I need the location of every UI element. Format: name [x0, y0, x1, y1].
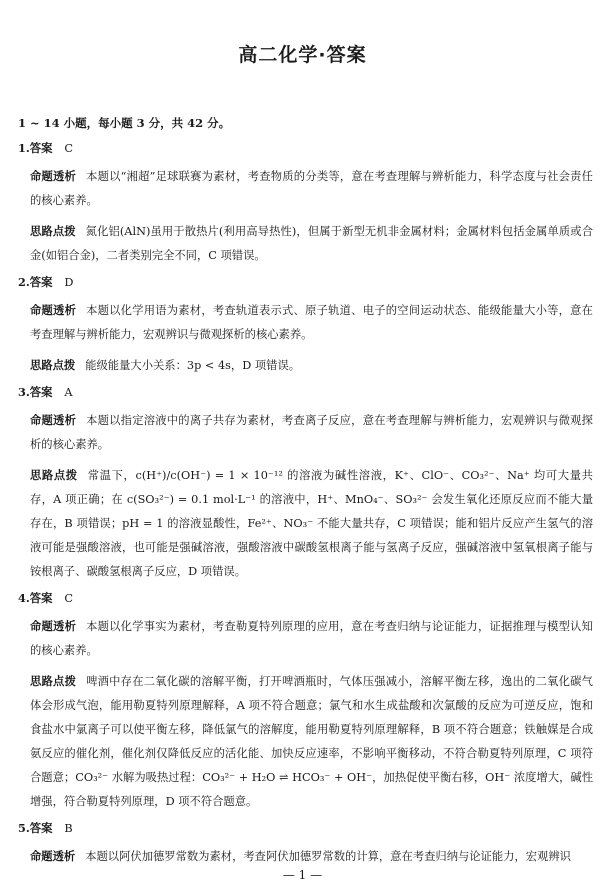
- analysis-paragraph: [18, 299, 593, 347]
- analysis-paragraph: [18, 409, 593, 457]
- answer-line: [18, 821, 593, 836]
- question-number: 2.: [18, 275, 30, 289]
- paragraph-label: 命题透析: [30, 620, 77, 633]
- intro-line: 1 ~ 14 小题，每小题 3 分，共 42 分。: [18, 116, 231, 130]
- question-number: 1.: [18, 141, 30, 155]
- answer-option: D: [64, 276, 74, 289]
- analysis-paragraph: [18, 615, 593, 663]
- page-title: 高二化学·答案: [238, 44, 367, 66]
- paragraph-label: 命题透析: [30, 304, 77, 317]
- answer-label: 答案: [29, 386, 53, 399]
- answer-label: 答案: [29, 142, 53, 155]
- page-number: — 1 —: [282, 868, 323, 882]
- question-block: [18, 275, 593, 378]
- analysis-paragraph: [18, 165, 593, 213]
- analysis-paragraph: [18, 845, 593, 869]
- answer-label: 答案: [29, 822, 53, 835]
- paragraph-text: 本题以指定溶液中的离子共存为素材，考查离子反应，意在考查理解与辨析能力，宏观辨识与微观探析的核心素养。: [30, 414, 593, 451]
- paragraph-text: 本题以阿伏加德罗常数为素材，考查阿伏加德罗常数的计算，意在考查归纳与论证能力，宏观辨识: [85, 850, 571, 863]
- analysis-paragraph: [18, 220, 593, 268]
- question-block: [18, 821, 593, 869]
- analysis-paragraph: [18, 670, 593, 814]
- answer-label: 答案: [29, 592, 53, 605]
- paragraph-label: 思路点拨: [30, 469, 78, 482]
- question-number: 3.: [18, 385, 30, 399]
- answer-option: B: [64, 822, 73, 835]
- paragraph-text: 常温下，c(H⁺)/c(OH⁻) = 1 × 10⁻¹² 的溶液为碱性溶液，K⁺、ClO⁻、CO₃²⁻、Na⁺ 均可大量共存，A 项正确；在 c(SO₃²⁻) = 0.1 mol·L⁻¹ 的溶液中，H⁺、MnO₄⁻、SO₃²⁻ 会发生氧化还原反应而不能大量存在，B 项错误；pH = 1 的溶液显酸性，Fe²⁺、NO₃⁻ 不能大量共存，C 项错误；能和铝片反应产生氢气的溶液可能是强酸溶液，也可能是强碱溶液，强酸溶液中碳酸氢根离子能与氢离子反应，强碱溶液中氢氧根离子能与铵根离子、碳酸氢根离子反应，D 项错误。: [30, 469, 593, 578]
- analysis-paragraph: [18, 464, 593, 584]
- question-number: 5.: [18, 821, 30, 835]
- question-block: [18, 385, 593, 584]
- paragraph-text: 能级能量大小关系：3p < 4s，D 项错误。: [85, 359, 301, 372]
- answers-content: [18, 141, 593, 876]
- answer-line: [18, 141, 593, 156]
- paragraph-label: 命题透析: [30, 850, 76, 863]
- answer-line: [18, 591, 593, 606]
- paragraph-label: 命题透析: [30, 170, 77, 183]
- question-block: [18, 141, 593, 268]
- answer-option: A: [64, 386, 73, 399]
- paragraph-label: 思路点拨: [30, 359, 76, 372]
- question-block: [18, 591, 593, 814]
- paragraph-text: 啤酒中存在二氧化碳的溶解平衡，打开啤酒瓶时，气体压强减小，溶解平衡左移，逸出的二氧化碳气体会形成气泡，能用勒夏特列原理解释，A 项不符合题意；氯气和水生成盐酸和次氯酸的反应为可逆反应，饱和食盐水中氯离子可以使平衡左移，降低氯气的溶解度，能用勒夏特列原理解释，B 项不符合题意；铁触媒是合成氨反应的催化剂，催化剂仅降低反应的活化能、加快反应速率，不影响平衡移动，不符合勒夏特列原理，C 项符合题意；CO₃²⁻ 水解为吸热过程：CO₃²⁻ + H₂O ⇌ HCO₃⁻ + OH⁻，加热促使平衡右移，OH⁻ 浓度增大，碱性增强，符合勒夏特列原理，D 项不符合题意。: [30, 675, 593, 808]
- analysis-paragraph: [18, 354, 593, 378]
- question-number: 4.: [18, 591, 30, 605]
- answer-option: C: [64, 142, 74, 155]
- paragraph-label: 思路点拨: [30, 225, 76, 238]
- paragraph-text: 氮化铝(AlN)虽用于散热片(利用高导热性)，但属于新型无机非金属材料；金属材料包括金属单质或合金(如铝合金)，二者类别完全不同，C 项错误。: [30, 225, 593, 262]
- answer-line: [18, 275, 593, 290]
- answer-label: 答案: [29, 276, 53, 289]
- answer-line: [18, 385, 593, 400]
- paragraph-text: 本题以化学事实为素材，考查勒夏特列原理的应用，意在考查归纳与论证能力，证据推理与模型认知的核心素养。: [30, 620, 593, 657]
- paragraph-label: 命题透析: [30, 414, 77, 427]
- answer-option: C: [64, 592, 74, 605]
- paragraph-text: 本题以“湘超”足球联赛为素材，考查物质的分类等，意在考查理解与辨析能力，科学态度与社会责任的核心素养。: [30, 170, 593, 207]
- paragraph-text: 本题以化学用语为素材，考查轨道表示式、原子轨道、电子的空间运动状态、能级能量大小等，意在考查理解与辨析能力，宏观辨识与微观探析的核心素养。: [30, 304, 593, 341]
- paragraph-label: 思路点拨: [30, 675, 77, 688]
